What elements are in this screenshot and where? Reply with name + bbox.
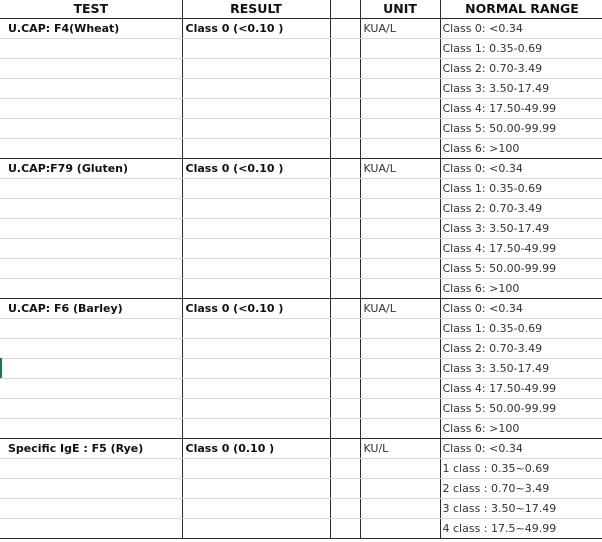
result-cell[interactable]	[182, 339, 330, 359]
table-body	[0, 19, 602, 539]
normal-range-cell[interactable]: 1 class : 0.35~0.69	[440, 459, 602, 479]
result-cell[interactable]	[182, 459, 330, 479]
normal-range-cell[interactable]: Class 2: 0.70-3.49	[440, 339, 602, 359]
result-cell[interactable]: Class 0 (<0.10 )	[182, 19, 330, 39]
test-cell[interactable]	[0, 99, 182, 119]
test-cell[interactable]	[0, 519, 182, 539]
normal-range-cell[interactable]: Class 0: <0.34	[440, 439, 602, 459]
table-row	[0, 359, 602, 379]
unit-cell[interactable]	[360, 339, 440, 359]
normal-range-cell[interactable]: Class 1: 0.35-0.69	[440, 319, 602, 339]
normal-range-cell[interactable]: 3 class : 3.50~17.49	[440, 499, 602, 519]
active-cell-marker	[0, 358, 2, 378]
unit-cell[interactable]	[360, 459, 440, 479]
normal-range-cell[interactable]: Class 2: 0.70-3.49	[440, 199, 602, 219]
normal-range-cell[interactable]: Class 0: <0.34	[440, 19, 602, 39]
header-row	[0, 0, 602, 19]
test-cell[interactable]	[0, 119, 182, 139]
normal-range-cell[interactable]: Class 1: 0.35-0.69	[440, 179, 602, 199]
table-row	[0, 419, 602, 439]
test-cell[interactable]	[0, 219, 182, 239]
test-cell[interactable]	[0, 259, 182, 279]
test-cell[interactable]	[0, 479, 182, 499]
empty-cell[interactable]	[330, 479, 360, 499]
test-cell[interactable]	[0, 139, 182, 159]
normal-range-cell[interactable]: 4 class : 17.5~49.99	[440, 519, 602, 539]
result-cell[interactable]	[182, 139, 330, 159]
unit-cell[interactable]	[360, 219, 440, 239]
normal-range-cell[interactable]: Class 3: 3.50-17.49	[440, 359, 602, 379]
empty-cell[interactable]	[330, 179, 360, 199]
table-row	[0, 339, 602, 359]
test-cell[interactable]	[0, 399, 182, 419]
empty-cell[interactable]	[330, 79, 360, 99]
normal-range-cell[interactable]: Class 0: <0.34	[440, 159, 602, 179]
empty-cell[interactable]	[330, 419, 360, 439]
table-row	[0, 39, 602, 59]
unit-cell[interactable]	[360, 359, 440, 379]
empty-cell[interactable]	[330, 259, 360, 279]
result-cell[interactable]	[182, 519, 330, 539]
test-cell[interactable]	[0, 239, 182, 259]
table-row	[0, 279, 602, 299]
empty-cell[interactable]	[330, 219, 360, 239]
table-row	[0, 519, 602, 539]
unit-cell[interactable]	[360, 379, 440, 399]
unit-cell[interactable]: KUA/L	[360, 19, 440, 39]
unit-cell[interactable]: KUA/L	[360, 299, 440, 319]
test-cell[interactable]	[0, 359, 182, 379]
result-cell[interactable]	[182, 219, 330, 239]
test-cell[interactable]	[0, 339, 182, 359]
unit-cell[interactable]	[360, 479, 440, 499]
table-row	[0, 239, 602, 259]
table-row	[0, 259, 602, 279]
table-row	[0, 379, 602, 399]
result-cell[interactable]	[182, 79, 330, 99]
table-row	[0, 179, 602, 199]
unit-cell[interactable]	[360, 79, 440, 99]
result-cell[interactable]: Class 0 (<0.10 )	[182, 299, 330, 319]
table-row	[0, 299, 602, 319]
empty-cell[interactable]	[330, 59, 360, 79]
empty-cell[interactable]	[330, 519, 360, 539]
table-row	[0, 139, 602, 159]
test-cell[interactable]	[0, 179, 182, 199]
normal-range-cell[interactable]: Class 0: <0.34	[440, 299, 602, 319]
result-cell[interactable]	[182, 279, 330, 299]
unit-cell[interactable]: KUA/L	[360, 159, 440, 179]
test-cell[interactable]	[0, 59, 182, 79]
test-cell[interactable]	[0, 459, 182, 479]
test-cell[interactable]	[0, 419, 182, 439]
test-cell[interactable]	[0, 499, 182, 519]
normal-range-cell[interactable]: Class 4: 17.50-49.99	[440, 379, 602, 399]
unit-cell[interactable]	[360, 99, 440, 119]
table-row	[0, 479, 602, 499]
unit-cell[interactable]	[360, 239, 440, 259]
empty-cell[interactable]	[330, 199, 360, 219]
result-cell[interactable]	[182, 479, 330, 499]
normal-range-cell[interactable]: Class 4: 17.50-49.99	[440, 99, 602, 119]
normal-range-cell[interactable]: Class 3: 3.50-17.49	[440, 79, 602, 99]
normal-range-cell[interactable]: Class 2: 0.70-3.49	[440, 59, 602, 79]
normal-range-cell[interactable]: Class 3: 3.50-17.49	[440, 219, 602, 239]
unit-cell[interactable]	[360, 179, 440, 199]
unit-cell[interactable]	[360, 319, 440, 339]
empty-cell[interactable]	[330, 399, 360, 419]
normal-range-cell[interactable]: Class 4: 17.50-49.99	[440, 239, 602, 259]
normal-range-cell[interactable]: Class 6: >100	[440, 419, 602, 439]
result-cell[interactable]	[182, 239, 330, 259]
unit-cell[interactable]	[360, 419, 440, 439]
table-row	[0, 79, 602, 99]
normal-range-cell[interactable]: 2 class : 0.70~3.49	[440, 479, 602, 499]
unit-cell[interactable]	[360, 39, 440, 59]
empty-cell[interactable]	[330, 359, 360, 379]
result-cell[interactable]	[182, 359, 330, 379]
unit-cell[interactable]	[360, 59, 440, 79]
empty-cell[interactable]	[330, 439, 360, 459]
empty-cell[interactable]	[330, 319, 360, 339]
table-row	[0, 399, 602, 419]
empty-cell[interactable]	[330, 379, 360, 399]
header-empty-cell[interactable]	[330, 0, 360, 19]
header-normal-range[interactable]: NORMAL RANGE	[440, 0, 602, 19]
result-cell[interactable]	[182, 179, 330, 199]
empty-cell[interactable]	[330, 119, 360, 139]
result-cell[interactable]	[182, 379, 330, 399]
test-cell[interactable]: Specific IgE : F5 (Rye)	[0, 439, 182, 459]
test-cell[interactable]: U.CAP: F4(Wheat)	[0, 19, 182, 39]
empty-cell[interactable]	[330, 139, 360, 159]
result-cell[interactable]	[182, 399, 330, 419]
header-result[interactable]: RESULT	[182, 0, 330, 19]
table-row	[0, 99, 602, 119]
unit-cell[interactable]	[360, 399, 440, 419]
unit-cell[interactable]	[360, 519, 440, 539]
result-cell[interactable]: Class 0 (0.10 )	[182, 439, 330, 459]
unit-cell[interactable]: KU/L	[360, 439, 440, 459]
table-row	[0, 459, 602, 479]
empty-cell[interactable]	[330, 159, 360, 179]
unit-cell[interactable]	[360, 499, 440, 519]
normal-range-cell[interactable]: Class 5: 50.00-99.99	[440, 399, 602, 419]
unit-cell[interactable]	[360, 279, 440, 299]
table-row	[0, 19, 602, 39]
result-cell[interactable]	[182, 319, 330, 339]
test-cell[interactable]	[0, 279, 182, 299]
table-row	[0, 439, 602, 459]
result-cell[interactable]	[182, 259, 330, 279]
table-row	[0, 119, 602, 139]
result-cell[interactable]	[182, 59, 330, 79]
table-row	[0, 159, 602, 179]
test-cell[interactable]: U.CAP:F79 (Gluten)	[0, 159, 182, 179]
empty-cell[interactable]	[330, 239, 360, 259]
test-cell[interactable]	[0, 39, 182, 59]
test-cell[interactable]: U.CAP: F6 (Barley)	[0, 299, 182, 319]
header-unit[interactable]: UNIT	[360, 0, 440, 19]
unit-cell[interactable]	[360, 259, 440, 279]
empty-cell[interactable]	[330, 339, 360, 359]
empty-cell[interactable]	[330, 499, 360, 519]
unit-cell[interactable]	[360, 139, 440, 159]
test-cell[interactable]	[0, 79, 182, 99]
table-row	[0, 499, 602, 519]
unit-cell[interactable]	[360, 199, 440, 219]
result-cell[interactable]	[182, 499, 330, 519]
table-row	[0, 319, 602, 339]
test-cell[interactable]	[0, 379, 182, 399]
empty-cell[interactable]	[330, 39, 360, 59]
test-cell[interactable]	[0, 319, 182, 339]
test-cell[interactable]	[0, 199, 182, 219]
empty-cell[interactable]	[330, 279, 360, 299]
normal-range-cell[interactable]: Class 6: >100	[440, 279, 602, 299]
table-row	[0, 199, 602, 219]
empty-cell[interactable]	[330, 19, 360, 39]
result-cell[interactable]: Class 0 (<0.10 )	[182, 159, 330, 179]
normal-range-cell[interactable]: Class 1: 0.35-0.69	[440, 39, 602, 59]
normal-range-cell[interactable]: Class 5: 50.00-99.99	[440, 119, 602, 139]
unit-cell[interactable]	[360, 119, 440, 139]
normal-range-cell[interactable]: Class 6: >100	[440, 139, 602, 159]
normal-range-cell[interactable]: Class 5: 50.00-99.99	[440, 259, 602, 279]
empty-cell[interactable]	[330, 299, 360, 319]
result-cell[interactable]	[182, 39, 330, 59]
result-cell[interactable]	[182, 199, 330, 219]
result-cell[interactable]	[182, 419, 330, 439]
result-cell[interactable]	[182, 119, 330, 139]
table-row	[0, 219, 602, 239]
result-cell[interactable]	[182, 99, 330, 119]
empty-cell[interactable]	[330, 459, 360, 479]
header-test[interactable]: TEST	[0, 0, 182, 19]
empty-cell[interactable]	[330, 99, 360, 119]
table-row	[0, 59, 602, 79]
